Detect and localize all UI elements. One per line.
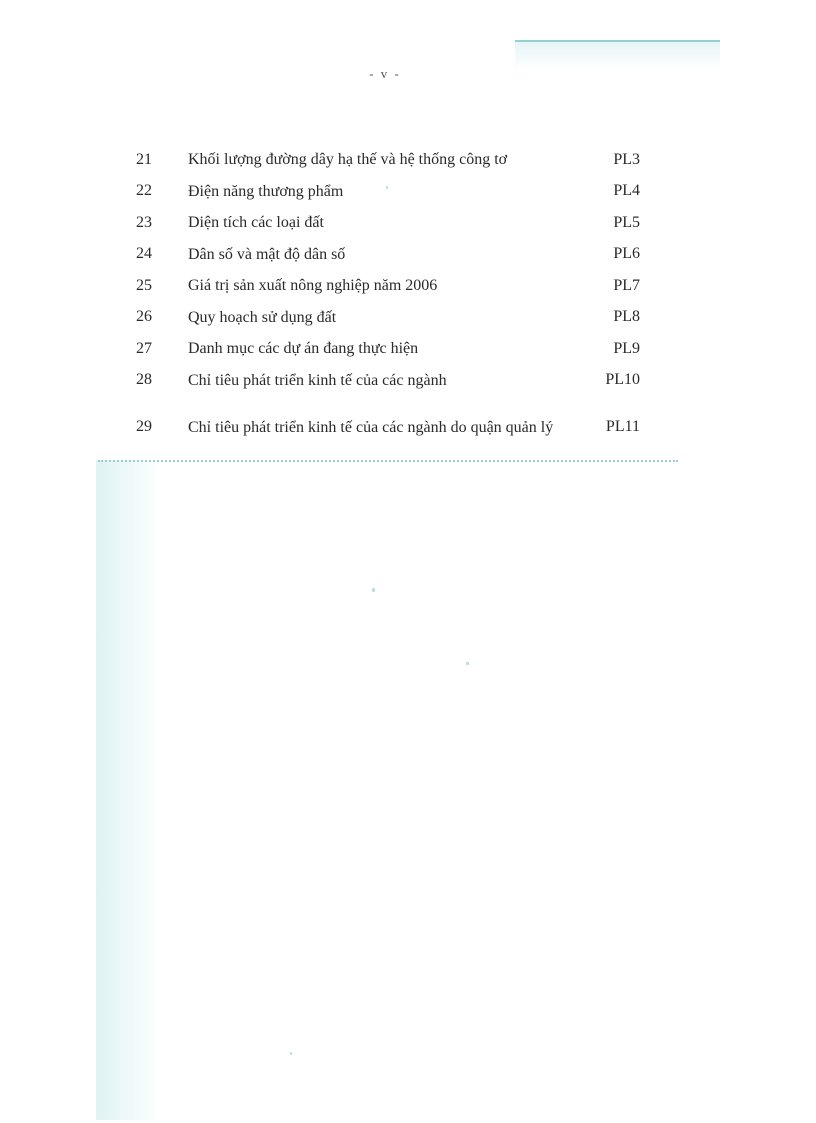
toc-row	[120, 302, 640, 334]
toc-row-number: 26	[136, 308, 152, 326]
toc-row-page: PL4	[613, 182, 640, 200]
toc-row-title: Chỉ tiêu phát triển kinh tế của các ngành do quận quản lý	[188, 418, 554, 436]
toc-row-number: 27	[136, 339, 152, 357]
scan-speck	[386, 186, 388, 189]
toc-row-page: PL8	[613, 308, 640, 326]
toc-row	[120, 270, 640, 302]
toc-row-title: Khối lượng đường dây hạ thế và hệ thống công tơ	[188, 151, 508, 169]
toc-row-page: PL5	[613, 213, 640, 231]
toc-row-title: Giá trị sản xuất nông nghiệp năm 2006	[188, 277, 438, 295]
toc-row-page: PL3	[613, 150, 640, 168]
toc-row-page: PL11	[605, 418, 640, 435]
scan-speck	[372, 588, 375, 592]
toc-row-page: PL9	[613, 339, 640, 357]
toc-row	[120, 176, 640, 208]
toc-row	[120, 239, 640, 271]
scan-speck	[290, 1052, 292, 1055]
toc-row-number: 24	[136, 245, 152, 263]
toc-row-page: PL6	[613, 245, 640, 263]
toc-row-page: PL10	[605, 371, 640, 389]
table-of-contents	[120, 144, 640, 458]
toc-row-number: 28	[136, 371, 152, 389]
toc-row-page: PL7	[613, 276, 640, 294]
toc-row-number: 25	[136, 276, 152, 294]
toc-row-title: Điện năng thương phẩm	[188, 182, 344, 200]
page-number: - v -	[369, 66, 401, 81]
toc-row-number: 29	[136, 418, 152, 435]
toc-row	[120, 396, 640, 458]
toc-row-number: 22	[136, 182, 152, 200]
toc-row	[120, 333, 640, 365]
scan-artifact-edge	[96, 460, 156, 1120]
toc-row	[120, 365, 640, 397]
toc-row-number: 23	[136, 213, 152, 231]
scan-speck	[466, 662, 469, 665]
toc-row-title: Danh mục các dự án đang thực hiện	[188, 340, 419, 358]
toc-row-title: Chỉ tiêu phát triển kinh tế của các ngành	[188, 371, 447, 389]
section-divider	[98, 460, 678, 462]
toc-row-title: Diện tích các loại đất	[188, 214, 324, 232]
toc-row-title: Dân số và mật độ dân số	[188, 245, 346, 263]
toc-row	[120, 207, 640, 239]
toc-row-number: 21	[136, 150, 152, 168]
toc-row	[120, 144, 640, 176]
toc-row-title: Quy hoạch sử dụng đất	[188, 308, 337, 326]
